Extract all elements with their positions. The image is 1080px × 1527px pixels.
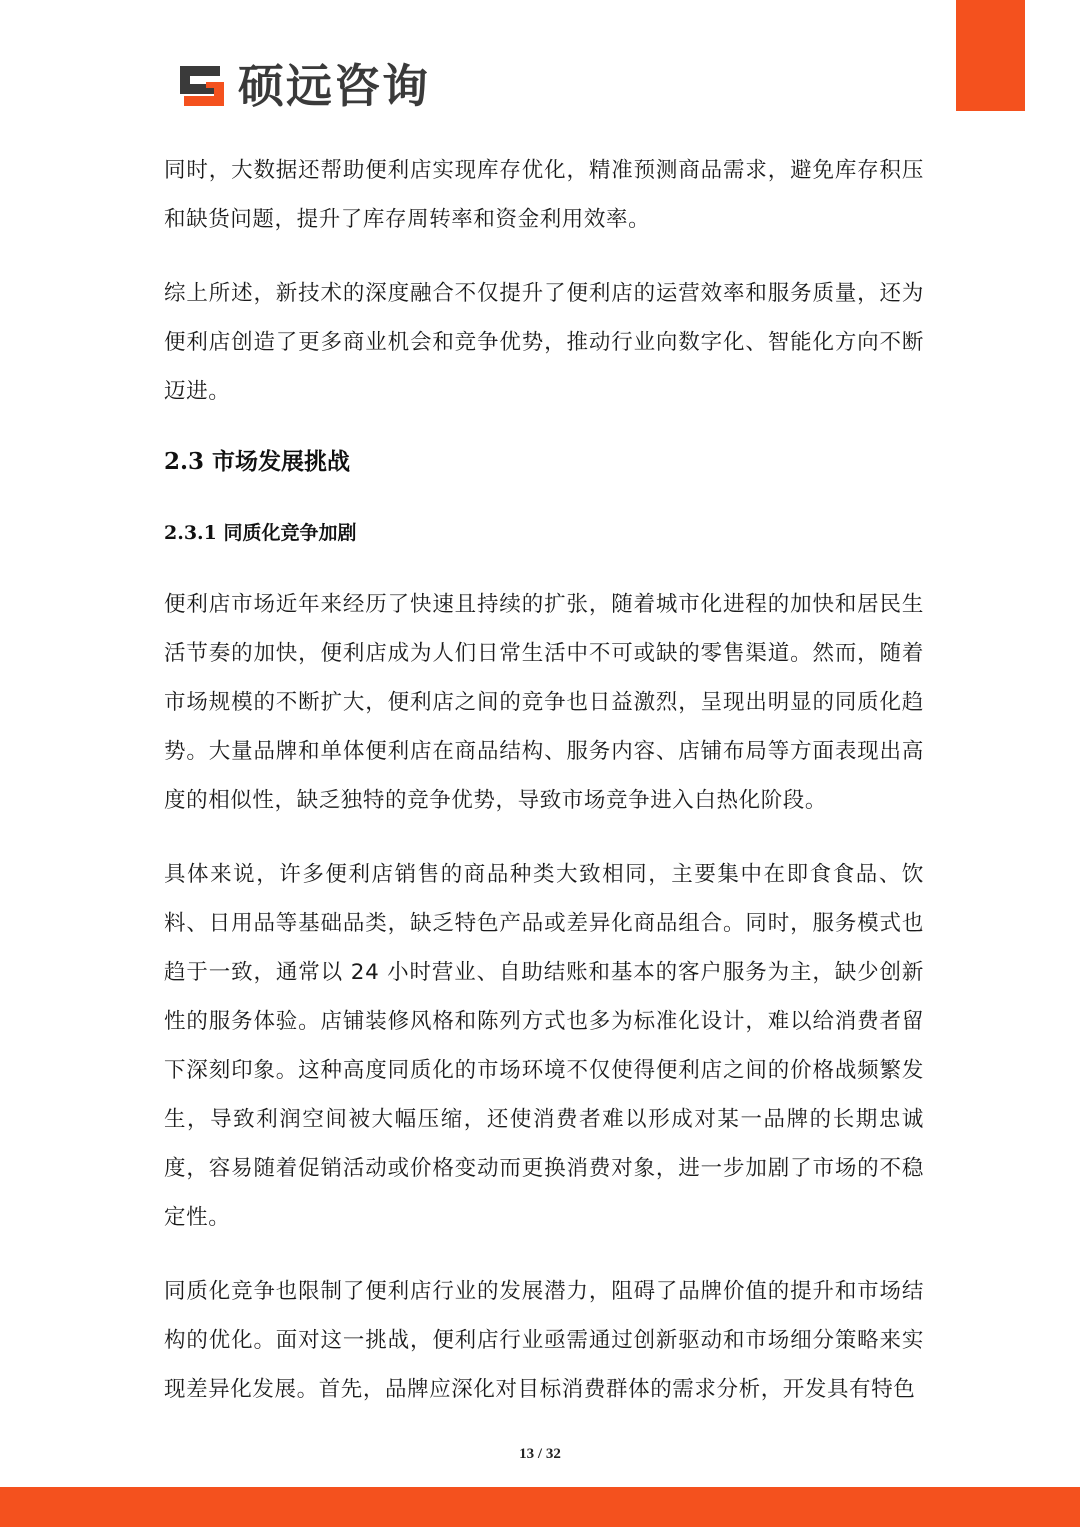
page-number: 13 / 32 xyxy=(519,1446,561,1462)
corner-accent-block xyxy=(956,0,1025,111)
document-body xyxy=(164,146,924,1414)
subsection-heading: 2.3.1 同质化竞争加剧 xyxy=(164,522,357,544)
paragraph-differentiation: 同质化竞争也限制了便利店行业的发展潜力，阻碍了品牌价值的提升和市场结构的优化。面对这一挑战，便利店行业亟需通过创新驱动和市场细分策略来实现差异化发展。首先，品牌应深化对目标消费群体的需求分析，开发具有特色 xyxy=(164,1279,924,1402)
section-heading: 2.3 市场发展挑战 xyxy=(164,448,351,475)
brand-name: 硕远咨询 xyxy=(238,59,430,113)
paragraph-homogeneous-details: 具体来说，许多便利店销售的商品种类大致相同，主要集中在即食食品、饮料、日用品等基础品类，缺乏特色产品或差异化商品组合。同时，服务模式也趋于一致，通常以 24 小时营业、自助结账和基本的客户服务为主，缺少创新性的服务体验。店铺装修风格和陈列方式也多为标准化设计，难以给消费者留下深刻印象。这种高度同质化的市场环境不仅使得便利店之间的价格战频繁发生，导致利润空间被大幅压缩，还使消费者难以形成对某一品牌的长期忠诚度，容易随着促销活动或价格变动而更换消费对象，进一步加剧了市场的不稳定性。 xyxy=(164,862,924,1230)
brand-s-logo-icon xyxy=(176,60,228,112)
paragraph-summary: 综上所述，新技术的深度融合不仅提升了便利店的运营效率和服务质量，还为便利店创造了更多商业机会和竞争优势，推动行业向数字化、智能化方向不断迈进。 xyxy=(164,281,924,404)
footer-accent-band xyxy=(0,1487,1080,1527)
paragraph-market-expansion: 便利店市场近年来经历了快速且持续的扩张，随着城市化进程的加快和居民生活节奏的加快，便利店成为人们日常生活中不可或缺的零售渠道。然而，随着市场规模的不断扩大，便利店之间的竞争也日益激烈，呈现出明显的同质化趋势。大量品牌和单体便利店在商品结构、服务内容、店铺布局等方面表现出高度的相似性，缺乏独特的竞争优势，导致市场竞争进入白热化阶段。 xyxy=(164,592,924,813)
brand-logo xyxy=(176,60,430,112)
paragraph-inventory-optimization: 同时，大数据还帮助便利店实现库存优化，精准预测商品需求，避免库存积压和缺货问题，提升了库存周转率和资金利用效率。 xyxy=(164,158,924,232)
